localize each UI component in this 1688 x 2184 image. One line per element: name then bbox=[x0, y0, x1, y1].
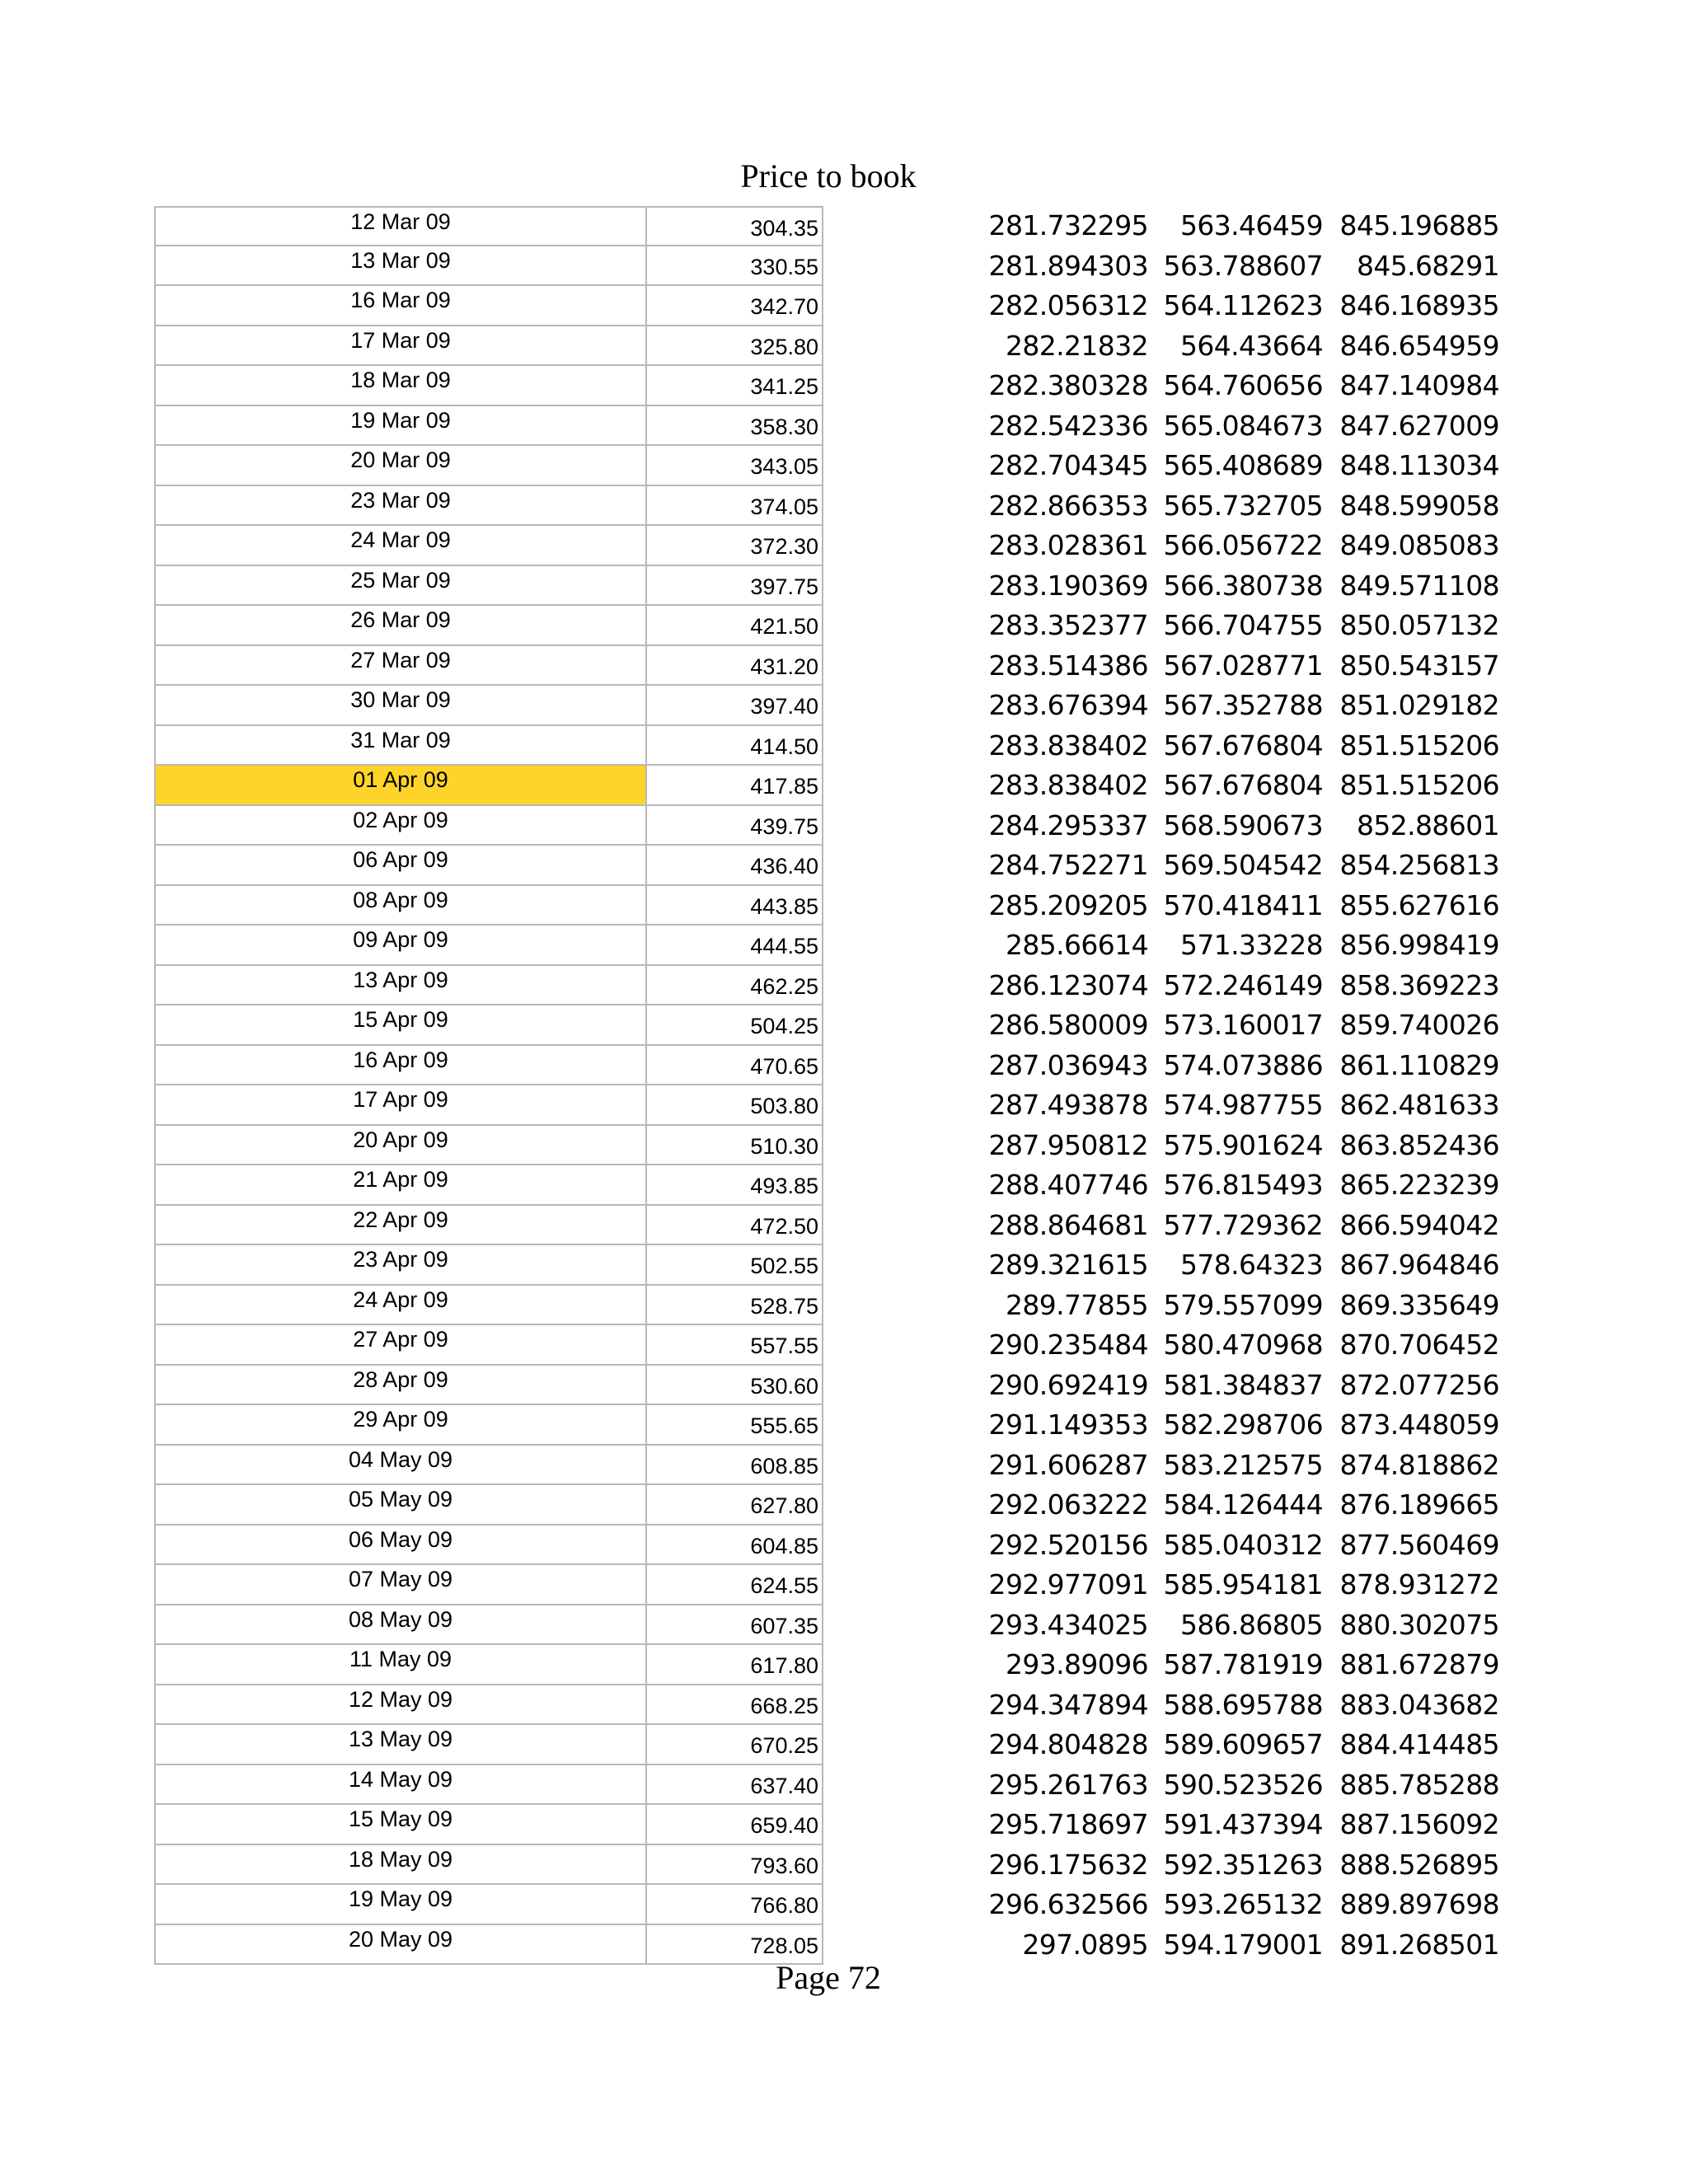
date-cell: 25 Mar 09 bbox=[154, 566, 647, 607]
date-cell: 21 Apr 09 bbox=[154, 1165, 647, 1206]
price-cell: 530.60 bbox=[645, 1366, 823, 1406]
value-cell-v3: 856.998419 bbox=[1339, 929, 1499, 961]
value-cell-v1: 288.407746 bbox=[988, 1169, 1148, 1201]
value-cell-v3: 846.654959 bbox=[1339, 329, 1499, 362]
table-row bbox=[154, 1765, 1499, 1806]
price-cell: 436.40 bbox=[645, 846, 823, 886]
value-cell-v1: 291.149353 bbox=[988, 1408, 1148, 1441]
price-cell: 431.20 bbox=[645, 646, 823, 687]
price-cell: 325.80 bbox=[645, 326, 823, 367]
value-cell-v2: 566.380738 bbox=[1163, 569, 1323, 602]
price-cell: 374.05 bbox=[645, 486, 823, 527]
price-cell: 608.85 bbox=[645, 1446, 823, 1486]
date-cell: 23 Mar 09 bbox=[154, 486, 647, 527]
price-cell: 604.85 bbox=[645, 1526, 823, 1566]
date-cell: 16 Apr 09 bbox=[154, 1046, 647, 1086]
value-cell-v3: 855.627616 bbox=[1339, 888, 1499, 921]
value-cell-v2: 578.64323 bbox=[1179, 1249, 1323, 1281]
price-cell: 439.75 bbox=[645, 806, 823, 846]
value-cell-v1: 283.514386 bbox=[988, 649, 1148, 682]
value-cell-v3: 845.196885 bbox=[1339, 209, 1499, 241]
price-cell: 343.05 bbox=[645, 446, 823, 486]
value-cell-v2: 588.695788 bbox=[1163, 1688, 1323, 1721]
value-cell-v3: 848.599058 bbox=[1339, 489, 1499, 522]
value-cell-v2: 592.351263 bbox=[1163, 1848, 1323, 1881]
value-cell-v2: 569.504542 bbox=[1163, 849, 1323, 881]
table-row bbox=[154, 406, 1499, 447]
table-row bbox=[154, 1685, 1499, 1726]
value-cell-v3: 848.113034 bbox=[1339, 449, 1499, 481]
value-cell-v3: 881.672879 bbox=[1339, 1648, 1499, 1680]
date-cell: 19 Mar 09 bbox=[154, 406, 647, 447]
value-cell-v1: 286.580009 bbox=[988, 1009, 1148, 1041]
price-cell: 358.30 bbox=[645, 406, 823, 447]
table-row bbox=[154, 1366, 1499, 1406]
date-cell: 15 Apr 09 bbox=[154, 1005, 647, 1046]
date-cell: 23 Apr 09 bbox=[154, 1245, 647, 1286]
table-row bbox=[154, 246, 1499, 287]
value-cell-v3: 859.740026 bbox=[1339, 1009, 1499, 1041]
date-cell: 30 Mar 09 bbox=[154, 686, 647, 726]
table-row bbox=[154, 726, 1499, 766]
value-cell-v2: 574.073886 bbox=[1163, 1048, 1323, 1081]
table-row bbox=[154, 566, 1499, 607]
table-row bbox=[154, 1565, 1499, 1605]
value-cell-v2: 567.676804 bbox=[1163, 729, 1323, 762]
table-row bbox=[154, 446, 1499, 486]
value-cell-v3: 887.156092 bbox=[1339, 1808, 1499, 1840]
value-cell-v1: 290.692419 bbox=[988, 1368, 1148, 1401]
table-row bbox=[154, 1286, 1499, 1326]
value-cell-v2: 591.437394 bbox=[1163, 1808, 1323, 1840]
value-cell-v1: 282.704345 bbox=[988, 449, 1148, 481]
value-cell-v3: 876.189665 bbox=[1339, 1488, 1499, 1521]
date-cell: 14 May 09 bbox=[154, 1765, 647, 1806]
value-cell-v2: 575.901624 bbox=[1163, 1128, 1323, 1161]
price-cell: 528.75 bbox=[645, 1286, 823, 1326]
value-cell-v3: 870.706452 bbox=[1339, 1329, 1499, 1361]
price-cell: 304.35 bbox=[645, 206, 823, 246]
value-cell-v2: 580.470968 bbox=[1163, 1329, 1323, 1361]
value-cell-v2: 567.028771 bbox=[1163, 649, 1323, 682]
value-cell-v2: 581.384837 bbox=[1163, 1368, 1323, 1401]
value-cell-v1: 285.209205 bbox=[988, 888, 1148, 921]
price-cell: 728.05 bbox=[645, 1925, 823, 1966]
value-cell-v2: 565.408689 bbox=[1163, 449, 1323, 481]
value-cell-v2: 576.815493 bbox=[1163, 1169, 1323, 1201]
value-cell-v1: 292.977091 bbox=[988, 1568, 1148, 1601]
date-cell: 26 Mar 09 bbox=[154, 606, 647, 646]
value-cell-v3: 851.515206 bbox=[1339, 729, 1499, 762]
table-row bbox=[154, 1885, 1499, 1925]
value-cell-v3: 863.852436 bbox=[1339, 1128, 1499, 1161]
value-cell-v3: 850.057132 bbox=[1339, 609, 1499, 641]
value-cell-v1: 283.838402 bbox=[988, 729, 1148, 762]
value-cell-v2: 593.265132 bbox=[1163, 1888, 1323, 1920]
value-cell-v1: 282.056312 bbox=[988, 289, 1148, 321]
price-cell: 341.25 bbox=[645, 366, 823, 406]
value-cell-v3: 851.515206 bbox=[1339, 769, 1499, 801]
price-to-book-table bbox=[154, 206, 1499, 1965]
value-cell-v3: 872.077256 bbox=[1339, 1368, 1499, 1401]
price-cell: 624.55 bbox=[645, 1565, 823, 1605]
value-cell-v2: 567.676804 bbox=[1163, 769, 1323, 801]
price-cell: 493.85 bbox=[645, 1165, 823, 1206]
table-row bbox=[154, 686, 1499, 726]
table-row bbox=[154, 1085, 1499, 1126]
value-cell-v1: 296.632566 bbox=[988, 1888, 1148, 1920]
value-cell-v3: 880.302075 bbox=[1339, 1608, 1499, 1641]
table-row bbox=[154, 1165, 1499, 1206]
price-cell: 627.80 bbox=[645, 1485, 823, 1526]
table-row bbox=[154, 1126, 1499, 1166]
value-cell-v2: 579.557099 bbox=[1163, 1288, 1323, 1321]
date-cell: 31 Mar 09 bbox=[154, 726, 647, 766]
value-cell-v2: 564.43664 bbox=[1179, 329, 1323, 362]
price-cell: 397.75 bbox=[645, 566, 823, 607]
value-cell-v2: 585.040312 bbox=[1163, 1528, 1323, 1561]
date-cell: 12 Mar 09 bbox=[154, 206, 647, 246]
table-row bbox=[154, 1725, 1499, 1765]
price-cell: 417.85 bbox=[645, 766, 823, 806]
value-cell-v1: 295.718697 bbox=[988, 1808, 1148, 1840]
value-cell-v3: 884.414485 bbox=[1339, 1728, 1499, 1760]
value-cell-v2: 566.704755 bbox=[1163, 609, 1323, 641]
highlighted-date-cell: 01 Apr 09 bbox=[154, 766, 647, 806]
table-row bbox=[154, 1805, 1499, 1845]
table-row bbox=[154, 206, 1499, 246]
date-cell: 13 May 09 bbox=[154, 1725, 647, 1765]
value-cell-v2: 583.212575 bbox=[1163, 1448, 1323, 1481]
value-cell-v3: 862.481633 bbox=[1339, 1089, 1499, 1121]
date-cell: 16 Mar 09 bbox=[154, 286, 647, 326]
table-row bbox=[154, 366, 1499, 406]
table-row bbox=[154, 1845, 1499, 1886]
price-cell: 793.60 bbox=[645, 1845, 823, 1886]
date-cell: 13 Apr 09 bbox=[154, 966, 647, 1006]
value-cell-v2: 571.33228 bbox=[1179, 929, 1323, 961]
value-cell-v2: 589.609657 bbox=[1163, 1728, 1323, 1760]
table-row bbox=[154, 606, 1499, 646]
value-cell-v2: 582.298706 bbox=[1163, 1408, 1323, 1441]
value-cell-v2: 585.954181 bbox=[1163, 1568, 1323, 1601]
table-row bbox=[154, 766, 1499, 806]
price-cell: 617.80 bbox=[645, 1645, 823, 1685]
value-cell-v3: 874.818862 bbox=[1339, 1448, 1499, 1481]
date-cell: 11 May 09 bbox=[154, 1645, 647, 1685]
table-row bbox=[154, 1446, 1499, 1486]
price-cell: 372.30 bbox=[645, 526, 823, 566]
date-cell: 22 Apr 09 bbox=[154, 1206, 647, 1246]
price-cell: 330.55 bbox=[645, 246, 823, 287]
value-cell-v2: 565.732705 bbox=[1163, 489, 1323, 522]
date-cell: 24 Mar 09 bbox=[154, 526, 647, 566]
date-cell: 06 Apr 09 bbox=[154, 846, 647, 886]
price-cell: 557.55 bbox=[645, 1325, 823, 1366]
value-cell-v3: 866.594042 bbox=[1339, 1208, 1499, 1241]
value-cell-v3: 883.043682 bbox=[1339, 1688, 1499, 1721]
value-cell-v3: 850.543157 bbox=[1339, 649, 1499, 682]
date-cell: 20 Mar 09 bbox=[154, 446, 647, 486]
value-cell-v2: 565.084673 bbox=[1163, 409, 1323, 442]
table-row bbox=[154, 526, 1499, 566]
value-cell-v1: 282.21832 bbox=[1005, 329, 1148, 362]
price-cell: 555.65 bbox=[645, 1405, 823, 1446]
table-row bbox=[154, 1485, 1499, 1526]
price-cell: 659.40 bbox=[645, 1805, 823, 1845]
date-cell: 02 Apr 09 bbox=[154, 806, 647, 846]
value-cell-v3: 873.448059 bbox=[1339, 1408, 1499, 1441]
value-cell-v1: 285.66614 bbox=[1005, 929, 1148, 961]
value-cell-v1: 287.036943 bbox=[988, 1048, 1148, 1081]
price-cell: 462.25 bbox=[645, 966, 823, 1006]
date-cell: 04 May 09 bbox=[154, 1446, 647, 1486]
value-cell-v3: 891.268501 bbox=[1339, 1928, 1499, 1961]
value-cell-v3: 847.627009 bbox=[1339, 409, 1499, 442]
date-cell: 27 Apr 09 bbox=[154, 1325, 647, 1366]
value-cell-v1: 284.295337 bbox=[988, 808, 1148, 841]
table-row bbox=[154, 1645, 1499, 1685]
date-cell: 20 May 09 bbox=[154, 1925, 647, 1966]
value-cell-v3: 852.88601 bbox=[1356, 808, 1499, 841]
value-cell-v3: 889.897698 bbox=[1339, 1888, 1499, 1920]
value-cell-v3: 849.571108 bbox=[1339, 569, 1499, 602]
date-cell: 18 May 09 bbox=[154, 1845, 647, 1886]
table-row bbox=[154, 646, 1499, 687]
value-cell-v1: 282.542336 bbox=[988, 409, 1148, 442]
value-cell-v2: 566.056722 bbox=[1163, 529, 1323, 561]
value-cell-v1: 294.347894 bbox=[988, 1688, 1148, 1721]
price-cell: 397.40 bbox=[645, 686, 823, 726]
value-cell-v3: 877.560469 bbox=[1339, 1528, 1499, 1561]
price-cell: 502.55 bbox=[645, 1245, 823, 1286]
value-cell-v1: 296.175632 bbox=[988, 1848, 1148, 1881]
value-cell-v1: 290.235484 bbox=[988, 1329, 1148, 1361]
value-cell-v3: 885.785288 bbox=[1339, 1768, 1499, 1801]
value-cell-v3: 888.526895 bbox=[1339, 1848, 1499, 1881]
value-cell-v3: 867.964846 bbox=[1339, 1249, 1499, 1281]
value-cell-v3: 845.68291 bbox=[1356, 249, 1499, 282]
date-cell: 07 May 09 bbox=[154, 1565, 647, 1605]
price-cell: 472.50 bbox=[645, 1206, 823, 1246]
table-row bbox=[154, 1325, 1499, 1366]
value-cell-v1: 284.752271 bbox=[988, 849, 1148, 881]
price-cell: 470.65 bbox=[645, 1046, 823, 1086]
table-row bbox=[154, 966, 1499, 1006]
value-cell-v1: 292.063222 bbox=[988, 1488, 1148, 1521]
date-cell: 17 Apr 09 bbox=[154, 1085, 647, 1126]
price-cell: 503.80 bbox=[645, 1085, 823, 1126]
date-cell: 12 May 09 bbox=[154, 1685, 647, 1726]
date-cell: 27 Mar 09 bbox=[154, 646, 647, 687]
table-row bbox=[154, 886, 1499, 926]
table-row bbox=[154, 1206, 1499, 1246]
price-cell: 766.80 bbox=[645, 1885, 823, 1925]
value-cell-v1: 286.123074 bbox=[988, 968, 1148, 1001]
table-row bbox=[154, 1046, 1499, 1086]
value-cell-v2: 577.729362 bbox=[1163, 1208, 1323, 1241]
table-row bbox=[154, 1526, 1499, 1566]
date-cell: 28 Apr 09 bbox=[154, 1366, 647, 1406]
table-row bbox=[154, 1405, 1499, 1446]
page-title: Price to book bbox=[740, 157, 917, 194]
value-cell-v1: 283.676394 bbox=[988, 689, 1148, 721]
value-cell-v1: 283.838402 bbox=[988, 769, 1148, 801]
table-row bbox=[154, 846, 1499, 886]
price-cell: 443.85 bbox=[645, 886, 823, 926]
price-cell: 504.25 bbox=[645, 1005, 823, 1046]
date-cell: 18 Mar 09 bbox=[154, 366, 647, 406]
value-cell-v2: 563.46459 bbox=[1179, 209, 1323, 241]
price-cell: 637.40 bbox=[645, 1765, 823, 1806]
value-cell-v1: 282.866353 bbox=[988, 489, 1148, 522]
value-cell-v3: 849.085083 bbox=[1339, 529, 1499, 561]
value-cell-v1: 292.520156 bbox=[988, 1528, 1148, 1561]
value-cell-v1: 287.950812 bbox=[988, 1128, 1148, 1161]
value-cell-v1: 297.0895 bbox=[1022, 1928, 1148, 1961]
table-row bbox=[154, 286, 1499, 326]
date-cell: 24 Apr 09 bbox=[154, 1286, 647, 1326]
value-cell-v3: 858.369223 bbox=[1339, 968, 1499, 1001]
value-cell-v1: 288.864681 bbox=[988, 1208, 1148, 1241]
date-cell: 17 Mar 09 bbox=[154, 326, 647, 367]
value-cell-v2: 590.523526 bbox=[1163, 1768, 1323, 1801]
value-cell-v1: 281.894303 bbox=[988, 249, 1148, 282]
value-cell-v3: 869.335649 bbox=[1339, 1288, 1499, 1321]
price-cell: 510.30 bbox=[645, 1126, 823, 1166]
value-cell-v2: 574.987755 bbox=[1163, 1089, 1323, 1121]
table-row bbox=[154, 1005, 1499, 1046]
price-cell: 607.35 bbox=[645, 1605, 823, 1646]
date-cell: 20 Apr 09 bbox=[154, 1126, 647, 1166]
value-cell-v1: 289.77855 bbox=[1005, 1288, 1148, 1321]
table-row bbox=[154, 1605, 1499, 1646]
value-cell-v2: 584.126444 bbox=[1163, 1488, 1323, 1521]
price-cell: 421.50 bbox=[645, 606, 823, 646]
table-row bbox=[154, 326, 1499, 367]
page-number: Page 72 bbox=[776, 1959, 881, 1996]
value-cell-v2: 564.760656 bbox=[1163, 369, 1323, 401]
price-cell: 668.25 bbox=[645, 1685, 823, 1726]
value-cell-v1: 291.606287 bbox=[988, 1448, 1148, 1481]
value-cell-v2: 573.160017 bbox=[1163, 1009, 1323, 1041]
date-cell: 08 May 09 bbox=[154, 1605, 647, 1646]
value-cell-v2: 572.246149 bbox=[1163, 968, 1323, 1001]
value-cell-v3: 865.223239 bbox=[1339, 1169, 1499, 1201]
value-cell-v1: 295.261763 bbox=[988, 1768, 1148, 1801]
date-cell: 15 May 09 bbox=[154, 1805, 647, 1845]
value-cell-v3: 851.029182 bbox=[1339, 689, 1499, 721]
value-cell-v2: 568.590673 bbox=[1163, 808, 1323, 841]
value-cell-v1: 293.434025 bbox=[988, 1608, 1148, 1641]
price-cell: 342.70 bbox=[645, 286, 823, 326]
value-cell-v2: 563.788607 bbox=[1163, 249, 1323, 282]
value-cell-v2: 567.352788 bbox=[1163, 689, 1323, 721]
price-cell: 670.25 bbox=[645, 1725, 823, 1765]
value-cell-v1: 283.190369 bbox=[988, 569, 1148, 602]
value-cell-v2: 587.781919 bbox=[1163, 1648, 1323, 1680]
date-cell: 08 Apr 09 bbox=[154, 886, 647, 926]
date-cell: 05 May 09 bbox=[154, 1485, 647, 1526]
value-cell-v1: 281.732295 bbox=[988, 209, 1148, 241]
date-cell: 19 May 09 bbox=[154, 1885, 647, 1925]
table-row bbox=[154, 926, 1499, 966]
date-cell: 29 Apr 09 bbox=[154, 1405, 647, 1446]
value-cell-v3: 854.256813 bbox=[1339, 849, 1499, 881]
value-cell-v2: 594.179001 bbox=[1163, 1928, 1323, 1961]
value-cell-v3: 846.168935 bbox=[1339, 289, 1499, 321]
value-cell-v1: 283.028361 bbox=[988, 529, 1148, 561]
table-row bbox=[154, 1245, 1499, 1286]
value-cell-v1: 294.804828 bbox=[988, 1728, 1148, 1760]
date-cell: 09 Apr 09 bbox=[154, 926, 647, 966]
table-row bbox=[154, 806, 1499, 846]
date-cell: 06 May 09 bbox=[154, 1526, 647, 1566]
price-cell: 444.55 bbox=[645, 926, 823, 966]
value-cell-v2: 570.418411 bbox=[1163, 888, 1323, 921]
value-cell-v2: 586.86805 bbox=[1179, 1608, 1323, 1641]
value-cell-v1: 293.89096 bbox=[1005, 1648, 1148, 1680]
table-row bbox=[154, 486, 1499, 527]
value-cell-v1: 289.321615 bbox=[988, 1249, 1148, 1281]
date-cell: 13 Mar 09 bbox=[154, 246, 647, 287]
value-cell-v1: 283.352377 bbox=[988, 609, 1148, 641]
value-cell-v3: 847.140984 bbox=[1339, 369, 1499, 401]
value-cell-v1: 282.380328 bbox=[988, 369, 1148, 401]
value-cell-v1: 287.493878 bbox=[988, 1089, 1148, 1121]
value-cell-v3: 861.110829 bbox=[1339, 1048, 1499, 1081]
price-cell: 414.50 bbox=[645, 726, 823, 766]
value-cell-v3: 878.931272 bbox=[1339, 1568, 1499, 1601]
value-cell-v2: 564.112623 bbox=[1163, 289, 1323, 321]
